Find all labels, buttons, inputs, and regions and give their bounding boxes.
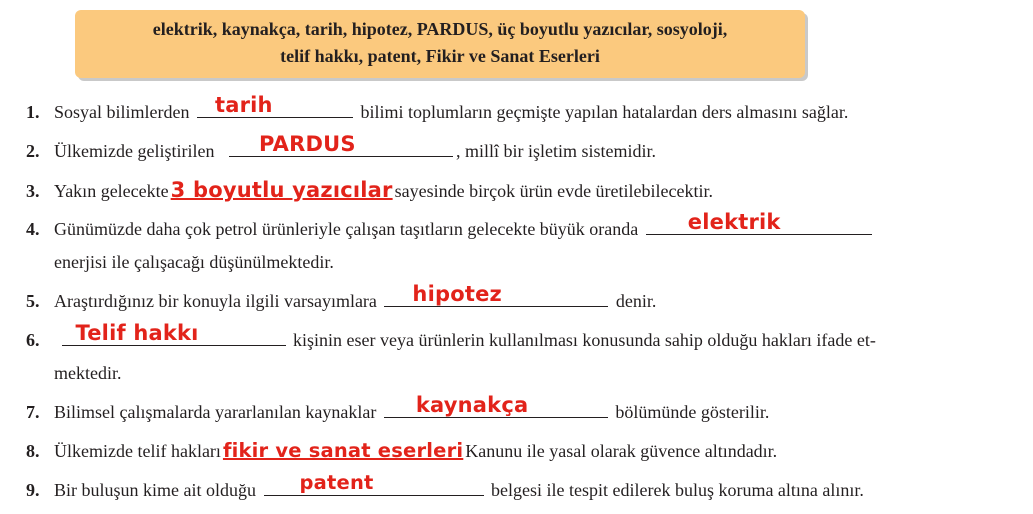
word-bank-line-2: telif hakkı, patent, Fikir ve Sanat Eserleri — [280, 46, 600, 66]
question-text-before: Yakın gelecekte — [54, 181, 169, 201]
question-text-before: Bilimsel çalışmalarda yararlanılan kaynaklar — [54, 402, 377, 422]
question-text-before: Günümüzde daha çok petrol ürünleriyle çalışan taşıtların gelecekte büyük oranda — [54, 219, 639, 239]
question-4 — [26, 210, 875, 245]
question-number: 4. — [26, 219, 40, 239]
question-8 — [26, 435, 777, 467]
question-6-continuation: mektedir. — [54, 363, 122, 383]
question-text-before: Ülkemizde geliştirilen — [54, 141, 215, 161]
question-text-after: sayesinde birçok ürün evde üretilebilecektir. — [394, 181, 714, 201]
question-text-after: bölümünde gösterilir. — [615, 402, 770, 422]
question-7 — [26, 393, 770, 428]
answer-blank — [646, 210, 872, 235]
handwritten-answer: elektrik — [687, 210, 781, 234]
handwritten-answer: fikir ve sanat eserleri — [222, 439, 464, 462]
question-text-before: Ülkemizde telif hakları — [54, 441, 221, 461]
handwritten-answer: hipotez — [412, 282, 502, 306]
word-bank-line-1: elektrik, kaynakça, tarih, hipotez, PARDUS, üç boyutlu yazıcılar, sosyoloji, — [152, 19, 728, 39]
question-number: 5. — [26, 291, 40, 311]
question-text-before: Bir buluşun kime ait olduğu — [54, 480, 256, 500]
handwritten-answer: Telif hakkı — [75, 321, 199, 345]
question-9 — [26, 471, 864, 506]
question-number: 2. — [26, 141, 40, 161]
handwritten-answer: patent — [299, 471, 374, 494]
question-1 — [26, 93, 849, 128]
answer-blank — [197, 93, 353, 118]
question-6 — [26, 321, 876, 356]
question-text-after: denir. — [615, 291, 657, 311]
answer-blank — [384, 393, 608, 418]
question-2 — [26, 132, 656, 167]
answer-blank — [384, 282, 608, 307]
answer-blank — [62, 321, 286, 346]
question-3 — [26, 174, 713, 207]
question-5 — [26, 282, 657, 317]
question-text-after: Kanunu ile yasal olarak güvence altındadır. — [465, 441, 778, 461]
question-text-before: Sosyal bilimlerden — [54, 102, 190, 122]
handwritten-answer: tarih — [214, 93, 273, 117]
handwritten-answer: kaynakça — [415, 393, 529, 417]
handwritten-answer: PARDUS — [258, 132, 356, 156]
question-number: 7. — [26, 402, 40, 422]
answer-blank — [264, 471, 484, 496]
handwritten-answer: 3 boyutlu yazıcılar — [170, 178, 393, 202]
question-4-continuation: enerjisi ile çalışacağı düşünülmektedir. — [54, 252, 334, 272]
question-number: 6. — [26, 330, 40, 350]
question-text-after: kişinin eser veya ürünlerin kullanılması konusunda sahip olduğu hakları ifade et- — [293, 330, 876, 350]
question-number: 8. — [26, 441, 40, 461]
question-text-after: bilimi toplumların geçmişte yapılan hatalardan ders almasını sağlar. — [360, 102, 849, 122]
question-text-after: belgesi ile tespit edilerek buluş koruma altına alınır. — [491, 480, 864, 500]
answer-blank — [229, 132, 453, 157]
question-text-before: Araştırdığınız bir konuyla ilgili varsayımlara — [54, 291, 377, 311]
question-text-after: , millî bir işletim sistemidir. — [455, 141, 656, 161]
word-bank-box — [75, 10, 805, 78]
question-number: 3. — [26, 181, 40, 201]
question-number: 1. — [26, 102, 40, 122]
question-number: 9. — [26, 480, 40, 500]
